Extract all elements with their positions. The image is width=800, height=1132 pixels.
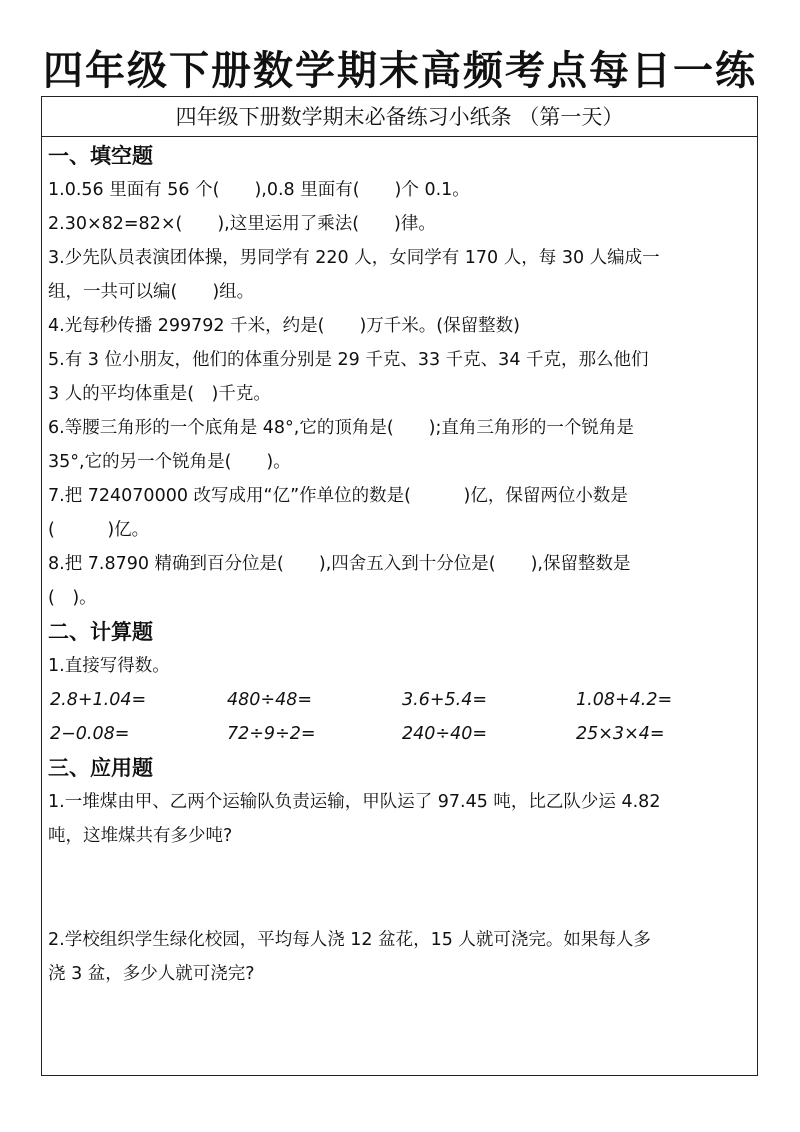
calc-item: 3.6+5.4= [402,690,487,710]
calculation-grid [50,683,753,751]
question-line: 3.少先队员表演团体操，男同学有 220 人，女同学有 170 人，每 30 人编成一 [48,248,660,268]
section-application-heading: 三、应用题 [48,755,153,780]
calc-item: 1.08+4.2= [576,690,673,710]
question-line: ( )亿。 [48,520,150,540]
application-problem-2 [48,923,753,991]
question-line: 7.把 724070000 改写成用“亿”作单位的数是( )亿，保留两位小数是 [48,486,628,506]
question-line: 1.0.56 里面有 56 个( ),0.8 里面有( )个 0.1。 [48,180,470,200]
question-line: 8.把 7.8790 精确到百分位是( ),四舍五入到十分位是( ),保留整数是 [48,554,631,574]
worksheet-frame [41,96,758,1076]
problem-line: 吨，这堆煤共有多少吨? [48,826,233,846]
answer-space [48,853,753,923]
section-fill-in-heading: 一、填空题 [48,143,153,168]
worksheet-subtitle: 四年级下册数学期末必备练习小纸条 （第一天） [42,97,757,137]
calc-item: 72÷9÷2= [227,724,316,744]
question-line: 35°,它的另一个锐角是( )。 [48,452,291,472]
calc-item: 480÷48= [227,690,312,710]
question-line: 组，一共可以编( )组。 [48,282,255,302]
question-line: ( )。 [48,588,97,608]
question-line: 6.等腰三角形的一个底角是 48°,它的顶角是( );直角三角形的一个锐角是 [48,418,634,438]
question-line: 4.光每秒传播 299792 千米，约是( )万千米。(保留整数) [48,316,520,336]
question-line: 3 人的平均体重是( )千克。 [48,384,271,404]
problem-line: 2.学校组织学生绿化校园，平均每人浇 12 盆花，15 人就可浇完。如果每人多 [48,930,651,950]
calculation-instruction: 1.直接写得数。 [48,656,170,676]
calc-item: 2−0.08= [50,724,130,744]
problem-line: 浇 3 盆，多少人就可浇完? [48,964,255,984]
question-line: 2.30×82=82×( ),这里运用了乘法( )律。 [48,214,436,234]
calc-item: 25×3×4= [576,724,665,744]
question-line: 5.有 3 位小朋友，他们的体重分别是 29 千克、33 千克、34 千克，那么他们 [48,350,649,370]
problem-line: 1.一堆煤由甲、乙两个运输队负责运输，甲队运了 97.45 吨，比乙队少运 4.82 [48,792,661,812]
page-title: 四年级下册数学期末高频考点每日一练 [43,47,757,94]
worksheet-content [48,139,753,991]
section-calculation-heading: 二、计算题 [48,619,153,644]
calc-item: 2.8+1.04= [50,690,147,710]
fill-in-questions [48,173,753,615]
application-problem-1 [48,785,753,853]
calc-item: 240÷40= [402,724,487,744]
